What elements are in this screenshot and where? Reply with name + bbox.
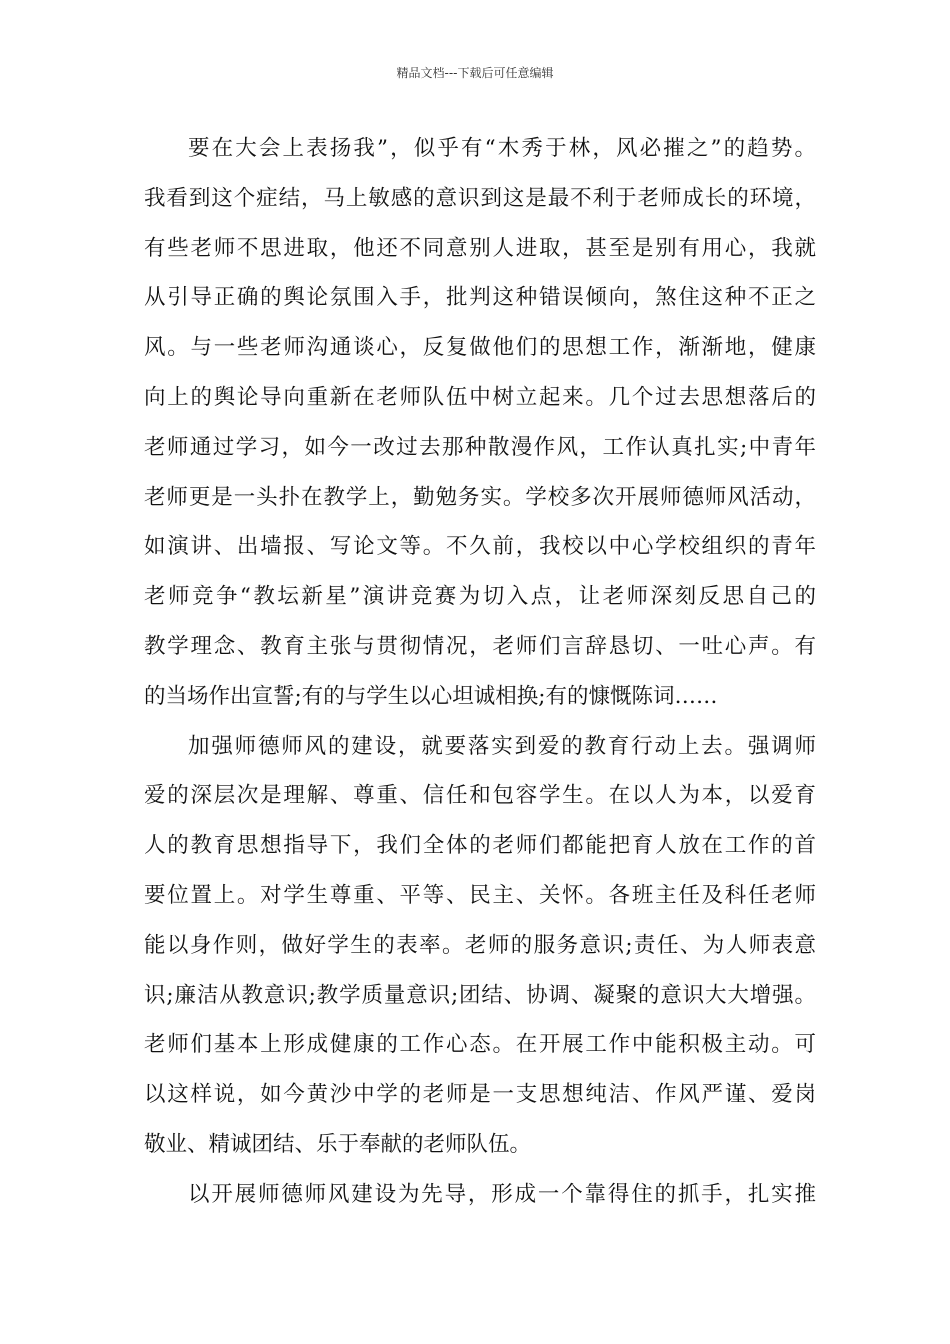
text-line: 有些老师不思进取，他还不同意别人进取，甚至是别有用心，我就	[144, 235, 816, 261]
paragraph-1	[144, 124, 816, 722]
text-line: 以开展师德师风建设为先导，形成一个靠得住的抓手，扎实推	[188, 1181, 816, 1207]
text-line: 教学理念、教育主张与贯彻情况，老师们言辞恳切、一吐心声。有	[144, 633, 816, 659]
document-body	[144, 124, 816, 1220]
text-line: 以这样说，如今黄沙中学的老师是一支思想纯洁、作风严谨、爱岗	[144, 1082, 816, 1108]
text-line: 老师们基本上形成健康的工作心态。在开展工作中能积极主动。可	[144, 1032, 816, 1058]
text-line: 老师通过学习，如今一改过去那种散漫作风，工作认真扎实;中青年	[144, 434, 816, 460]
paragraph-2	[144, 722, 816, 1170]
text-line: 我看到这个症结，马上敏感的意识到这是最不利于老师成长的环境，	[144, 185, 816, 211]
text-line: 从引导正确的舆论氛围入手，批判这种错误倾向，煞住这种不正之	[144, 285, 816, 311]
text-line: 要在大会上表扬我”，似乎有“木秀于林，风必摧之”的趋势。	[188, 136, 816, 161]
text-line: 如演讲、出墙报、写论文等。不久前，我校以中心学校组织的青年	[144, 534, 816, 560]
text-line: 加强师德师风的建设，就要落实到爱的教育行动上去。强调师	[188, 733, 816, 759]
text-line: 识;廉洁从教意识;教学质量意识;团结、协调、凝聚的意识大大增强。	[144, 982, 816, 1008]
text-line: 敬业、精诚团结、乐于奉献的老师队伍。	[144, 1131, 532, 1157]
paragraph-3	[144, 1170, 816, 1220]
page-header: 精品文档---下载后可任意编辑	[396, 66, 554, 80]
text-line: 风。与一些老师沟通谈心，反复做他们的思想工作，渐渐地，健康	[144, 335, 816, 361]
text-line: 老师竞争“教坛新星”演讲竞赛为切入点，让老师深刻反思自己的	[144, 584, 816, 610]
text-line: 向上的舆论导向重新在老师队伍中树立起来。几个过去思想落后的	[144, 384, 816, 410]
text-line: 的当场作出宣誓;有的与学生以心坦诚相换;有的慷慨陈词……	[144, 683, 718, 709]
text-line: 要位置上。对学生尊重、平等、民主、关怀。各班主任及科任老师	[144, 882, 816, 908]
text-line: 人的教育思想指导下，我们全体的老师们都能把育人放在工作的首	[144, 833, 816, 859]
text-line: 能以身作则，做好学生的表率。老师的服务意识;责任、为人师表意	[144, 932, 816, 958]
text-line: 老师更是一头扑在教学上，勤勉务实。学校多次开展师德师风活动，	[144, 484, 816, 510]
text-line: 爱的深层次是理解、尊重、信任和包容学生。在以人为本，以爱育	[144, 783, 816, 809]
